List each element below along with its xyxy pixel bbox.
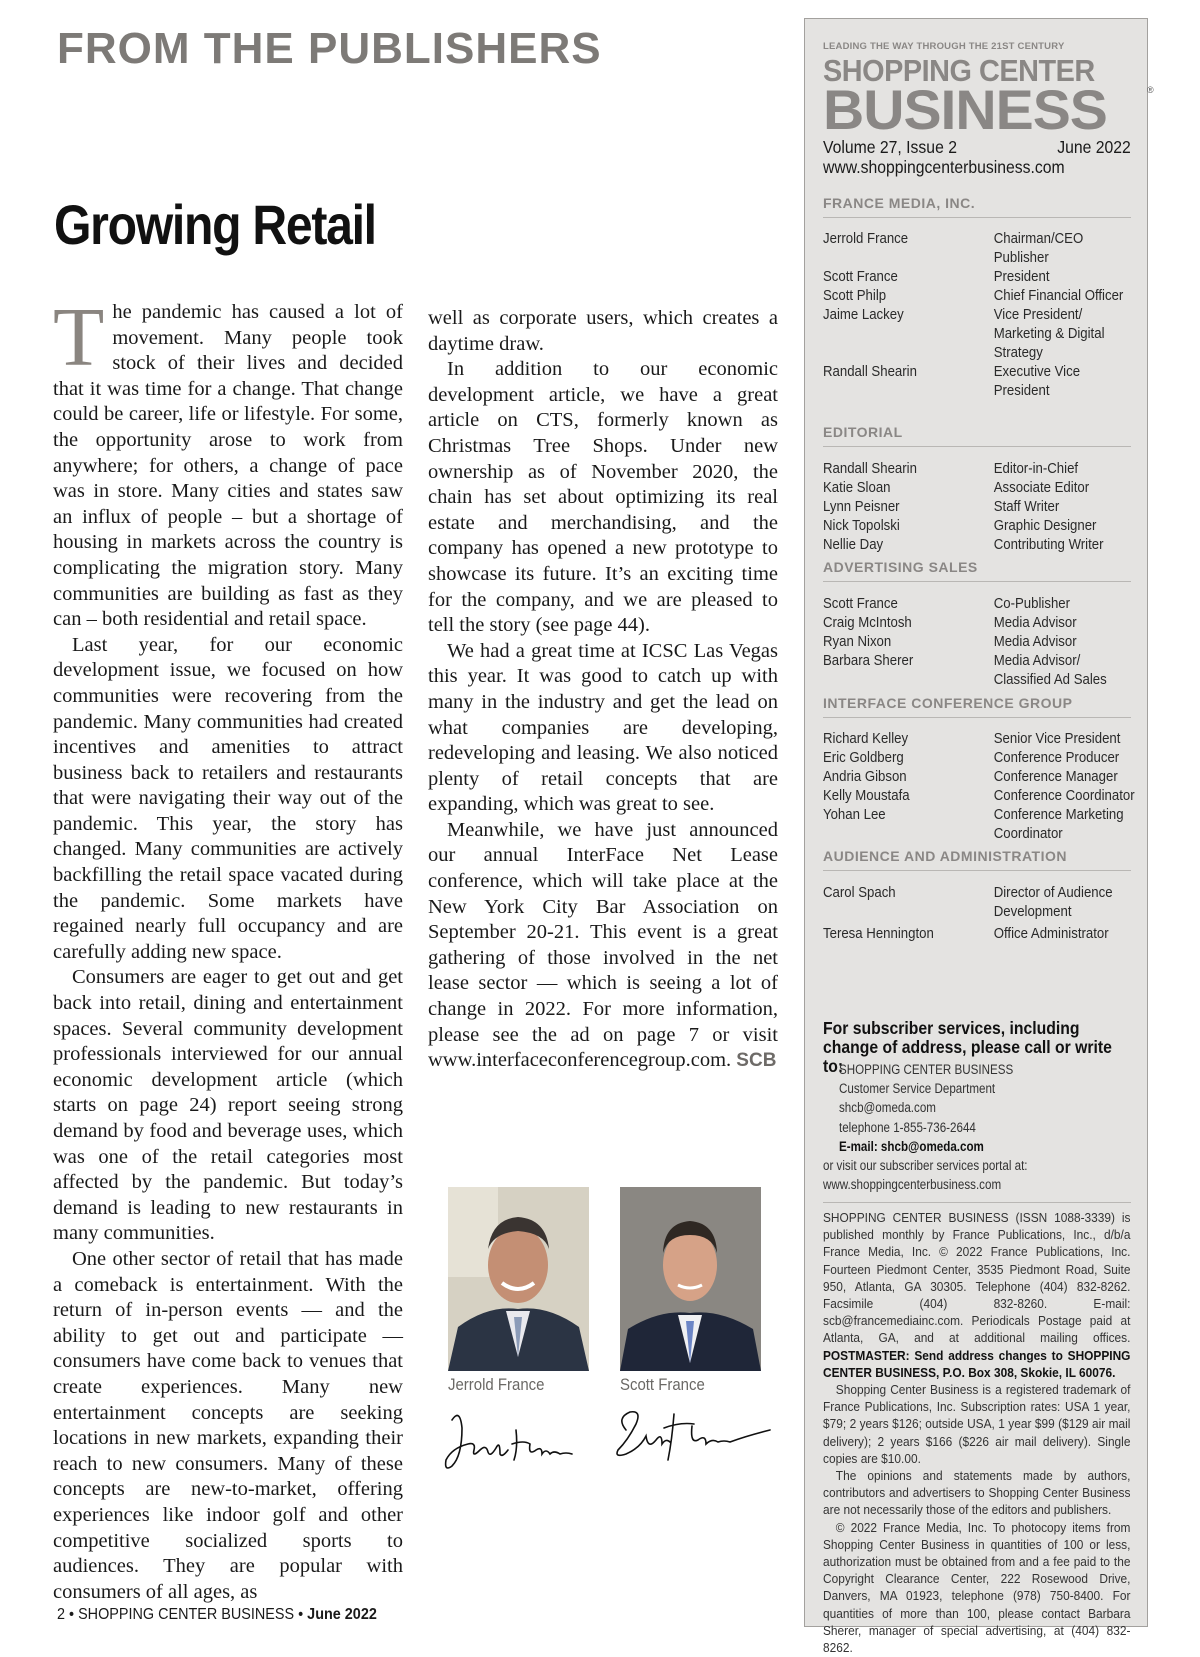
staff-name: Carol Spach	[823, 884, 896, 901]
divider	[823, 1202, 1131, 1203]
staff-title: Office Administrator	[993, 925, 1109, 942]
staff-name: Lynn Peisner	[823, 498, 900, 515]
staff-title: Staff Writer	[993, 498, 1060, 515]
heading-company: FRANCE MEDIA, INC.	[823, 195, 1131, 218]
staff-title: Senior Vice President	[993, 730, 1121, 747]
signature-scott-france	[606, 1400, 776, 1470]
staff-title: Conference Marketing Coordinator	[993, 806, 1124, 842]
staff-name: Barbara Sherer	[823, 652, 914, 669]
article-paragraph: Meanwhile, we have just announced our annual InterFace Net Lease conference, which will take place at the New York City Bar Association on September 20-21. This event is a great gathering of those involved in the net lease sector — which is seeing a lot of change in 2022. For more information, please see the ad on page 7 or visit www.interfaceconferencegroup.com. SCB	[428, 818, 778, 1072]
staff-title: Editor-in-Chief	[993, 460, 1079, 477]
article-paragraph: Consumers are eager to get out and get back into retail, dining and entertainment spaces. Several community development professionals interviewed for our annual economic development article (which starts on page 24) report seeing strong demand by food and beverage uses, which was one of the retail categories most affected by the pandemic. But today’s demand is leading to new restaurants in many communities.	[53, 966, 403, 1245]
subscriber-email: E-mail: shcb@omeda.com	[839, 1138, 984, 1154]
staff-title: Media Advisor	[993, 614, 1077, 631]
staff-name: Scott France	[823, 595, 898, 612]
staff-name: Eric Goldberg	[823, 749, 904, 766]
registered-mark: ®	[1147, 85, 1154, 95]
photo-caption-jerrold: Jerrold France	[448, 1375, 545, 1394]
masthead-tagline: LEADING THE WAY THROUGH THE 21ST CENTURY	[823, 41, 1065, 52]
staff-name: Andria Gibson	[823, 768, 907, 785]
staff-row	[823, 267, 1113, 286]
staff-title: Director of Audience Development	[993, 884, 1113, 920]
staff-name: Jerrold France	[823, 230, 909, 247]
signature-jerrold-france	[438, 1400, 578, 1480]
section-title: FROM THE PUBLISHERS	[57, 24, 602, 73]
end-mark: SCB	[736, 1050, 777, 1072]
staff-row	[823, 805, 1124, 843]
subscriber-contact: SHOPPING CENTER BUSINESS Customer Service Department shcb@omeda.com telephone 1-855-736-2644 E-mail: shcb@omeda.com	[839, 1060, 1013, 1156]
drop-cap: T	[53, 291, 105, 384]
staff-row	[823, 459, 1113, 478]
staff-name: Katie Sloan	[823, 479, 891, 496]
staff-name: Nellie Day	[823, 536, 884, 553]
staff-name: Kelly Moustafa	[823, 787, 910, 804]
article-paragraph: The pandemic has caused a lot of movement. Many people took stock of their lives and decided that it was time for a change. That change could be career, life or lifestyle. For some, the opportunity arose to work from anywhere; for others, a change of pace was in store. Many cities and states saw an influx of people – but a shortage of housing in markets across the country is complicating the migration story. Many communities are building as fast as they can – both residential and retail space.	[53, 291, 403, 631]
staff-title: Conference Coordinator	[993, 787, 1135, 804]
heading-interface: INTERFACE CONFERENCE GROUP	[823, 695, 1131, 718]
staff-name: Randall Shearin	[823, 460, 917, 477]
staff-row	[823, 362, 1113, 400]
staff-title: Vice President/ Marketing & Digital Strategy	[993, 306, 1105, 361]
staff-row	[823, 229, 1113, 267]
staff-title: Executive Vice President	[993, 363, 1081, 399]
article-paragraph: One other sector of retail that has made a comeback is entertainment. With the return of in-person events — and the ability to get out and participate — consumers have come back to venues that create experiences. Many new entertainment concepts are seeking locations in new markets, expanding their reach to new consumers. Many of these concepts are new-to-market, offering experiences like indoor golf and other competitive socialized sports to audiences. They are popular with consumers of all ages, as	[53, 1247, 403, 1603]
publisher-photo-jerrold	[448, 1187, 589, 1371]
staff-row	[823, 632, 1113, 651]
article-paragraph: well as corporate users, which creates a daytime draw.	[428, 307, 778, 355]
company-staff-list	[823, 229, 1124, 400]
legal-notice: SHOPPING CENTER BUSINESS (ISSN 1088-3339) is published monthly by France Publications, Inc., d/b/a France Media, Inc. © 2022 France Publications, Inc. Fourteen Piedmont Center, 3535 Piedmont Road, Suite 950, Atlanta, GA 30305. Telephone (404) 832-8262. Facsimile (404) 832-8260. E-mail: scb@francemediainc.com. Periodicals Postage paid at Atlanta, GA, and at additional mailing offices. POSTMASTER: Send address changes to SHOPPING CENTER BUSINESS, P.O. Box 308, Skokie, IL 60076. Shopping Center Business is a registered trademark of France Publications, Inc. Subscription rates: USA 1 year, $79; 2 years $126; outside USA, 1 year $99 ($129 air mail delivery); 2 years $166 ($226 air mail delivery). Single copies are $10.00. The opinions and statements made by authors, contributors and advertisers to Shopping Center Business are not necessarily those of the editors and publishers. © 2022 France Media, Inc. To photocopy items from Shopping Center Business in quantities of 100 or less, authorization must be obtained from and a fee paid to the Copyright Clearance Center, 222 Rosewood Drive, Danvers, MA 01923, telephone (978) 750-8400. For quantities of more than 100, please contact Barbara Sherer, manager of special advertising, at (404) 832-8262.	[823, 1210, 1131, 1656]
photo-caption-scott: Scott France	[620, 1375, 705, 1394]
article-column-1	[53, 291, 403, 1605]
staff-row	[823, 767, 1118, 786]
article-paragraph: In addition to our economic development article, we have a great article on CTS, formerly known as Christmas Tree Shops. Under new ownership as of November 2020, the chain has set about optimizing its real estate and merchandising, and the company has opened a new prototype to showcase its future. It’s an exciting time for the company, and we are pleased to tell the story (see page 44).	[428, 358, 778, 637]
staff-title: Conference Manager	[993, 768, 1118, 785]
article-paragraph: Last year, for our economic development issue, we focused on how communities were recovering from the pandemic. Many communities had created incentives and amenities to attract business back to retailers and restaurants that were navigating their way out of the pandemic. This year, the story has changed. Many communities are actively backfilling the retail space vacated during the pandemic. Some markets have regained nearly full occupancy and are carefully adding new space.	[53, 633, 403, 963]
page-footer: 2 • SHOPPING CENTER BUSINESS • June 2022	[57, 1606, 377, 1623]
staff-row	[823, 497, 1113, 516]
staff-name: Jaime Lackey	[823, 306, 904, 323]
audience-staff-list	[823, 883, 1113, 946]
staff-name: Randall Shearin	[823, 363, 917, 380]
portrait-image	[620, 1187, 761, 1371]
staff-name: Craig McIntosh	[823, 614, 912, 631]
staff-name: Scott Philp	[823, 287, 887, 304]
article-paragraph: We had a great time at ICSC Las Vegas this year. It was good to catch up with many in the industry and get the lead on what companies are developing, redeveloping and leasing. We also noticed plenty of retail concepts that are expanding, which was great to see.	[428, 639, 778, 816]
staff-row	[823, 729, 1121, 748]
staff-row	[823, 924, 1113, 943]
staff-title: Chairman/CEO Publisher	[993, 230, 1084, 266]
staff-row	[823, 478, 1113, 497]
staff-title: Media Advisor	[993, 633, 1077, 650]
interface-staff-list	[823, 729, 1135, 843]
issue-date: June 2022	[1057, 137, 1131, 157]
brand-logo-line2: BUSINESS	[823, 78, 1107, 141]
staff-name: Teresa Hennington	[823, 925, 934, 942]
subscriber-heading: For subscriber services, including change of address, please call or write to:	[823, 1018, 1112, 1076]
staff-title: Chief Financial Officer	[993, 287, 1124, 304]
staff-title: Graphic Designer	[993, 517, 1097, 534]
heading-editorial: EDITORIAL	[823, 424, 1131, 447]
staff-title: Conference Producer	[993, 749, 1120, 766]
staff-name: Scott France	[823, 268, 898, 285]
article-column-2	[428, 306, 778, 1074]
staff-row	[823, 286, 1124, 305]
staff-title: Co-Publisher	[993, 595, 1071, 612]
staff-row	[823, 748, 1120, 767]
heading-audience: AUDIENCE AND ADMINISTRATION	[823, 848, 1131, 871]
staff-row	[823, 535, 1113, 554]
brand-logo-line1: SHOPPING CENTER	[823, 53, 1095, 88]
staff-row	[823, 613, 1113, 632]
volume-issue: Volume 27, Issue 2 June 2022	[823, 137, 1131, 157]
staff-row	[823, 786, 1135, 805]
staff-name: Yohan Lee	[823, 806, 886, 823]
portrait-image	[448, 1187, 589, 1371]
subscriber-portal: or visit our subscriber services portal at: www.shoppingcenterbusiness.com	[823, 1158, 1028, 1192]
staff-row	[823, 516, 1113, 535]
staff-name: Nick Topolski	[823, 517, 900, 534]
staff-name: Ryan Nixon	[823, 633, 892, 650]
staff-title: President	[993, 268, 1050, 285]
heading-advertising: ADVERTISING SALES	[823, 559, 1131, 582]
editorial-staff-list	[823, 459, 1113, 554]
staff-title: Contributing Writer	[993, 536, 1104, 553]
staff-title: Media Advisor/ Classified Ad Sales	[993, 652, 1107, 688]
website-url: www.shoppingcenterbusiness.com	[823, 157, 1065, 177]
staff-title: Associate Editor	[993, 479, 1090, 496]
publisher-photo-scott	[620, 1187, 761, 1371]
staff-row	[823, 883, 1113, 921]
staff-row	[823, 651, 1113, 689]
staff-name: Richard Kelley	[823, 730, 909, 747]
masthead-panel	[804, 18, 1154, 1656]
staff-row	[823, 594, 1113, 613]
staff-row	[823, 305, 1113, 362]
article-headline: Growing Retail	[54, 193, 376, 256]
advertising-staff-list	[823, 594, 1113, 689]
